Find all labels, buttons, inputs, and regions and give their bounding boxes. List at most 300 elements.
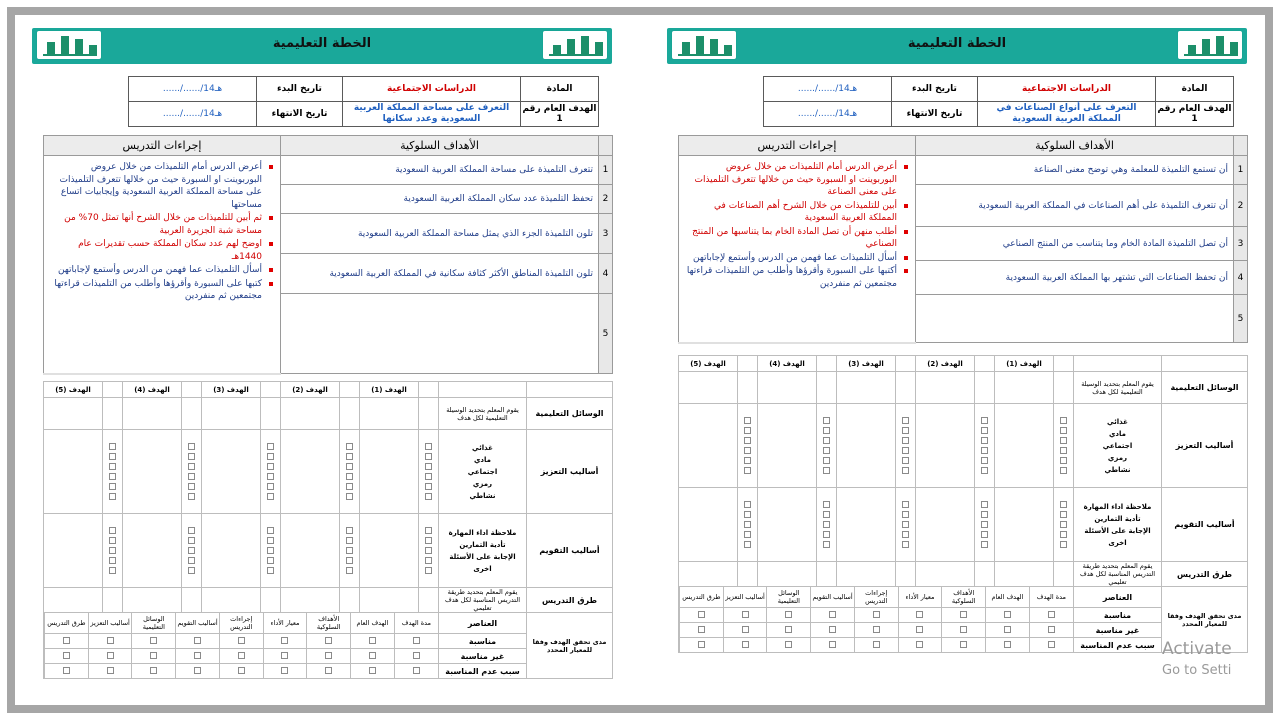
checkbox[interactable] (742, 626, 749, 633)
checkbox[interactable] (413, 637, 420, 644)
checkbox[interactable] (744, 511, 751, 518)
fit-row-label: العناصر (439, 613, 527, 634)
row-number: 2 (599, 185, 613, 214)
evaluation-label: أساليب التقويم (527, 514, 613, 588)
checkbox[interactable] (238, 637, 245, 644)
end-date-value: ....../....../14هـ (129, 102, 257, 127)
checkbox[interactable] (960, 611, 967, 618)
checkbox[interactable] (1048, 641, 1055, 648)
reinforcement-item: رمزي (472, 479, 493, 488)
checkbox[interactable] (744, 447, 751, 454)
checkbox[interactable] (829, 641, 836, 648)
row-number: 4 (599, 254, 613, 294)
checkbox[interactable] (425, 493, 432, 500)
fit-column: أساليب التعزيز (88, 613, 132, 633)
reinforcement-item: رمزي (1107, 453, 1128, 462)
checkbox[interactable] (873, 641, 880, 648)
procedure-item: اوضح لهم عدد سكان المملكة حسب تقديرات عام 1440هـ (50, 238, 274, 263)
checkbox[interactable] (188, 483, 195, 490)
checkbox[interactable] (1060, 417, 1067, 424)
checkbox[interactable] (902, 541, 909, 548)
checkbox[interactable] (346, 463, 353, 470)
fit-column: الوسائل التعليمية (767, 587, 811, 607)
windows-activation-watermark (1162, 638, 1232, 682)
banner (32, 28, 612, 64)
goal-value: التعرف على مساحة المملكة العربية السعودية وعدد سكانها (343, 102, 521, 127)
row-number: 1 (1234, 156, 1248, 185)
procedure-item: كتبها على السبورة وأقرؤها وأطلب من التلميذات قراءتها مجتمعين ثم منفردين (50, 278, 274, 303)
checkbox[interactable] (281, 667, 288, 674)
checkbox[interactable] (823, 437, 830, 444)
checkbox[interactable] (981, 437, 988, 444)
checkbox[interactable] (346, 483, 353, 490)
fit-title: مدى تحقق الهدف وفقا للمعيار المحدد (527, 613, 613, 679)
checkbox[interactable] (742, 611, 749, 618)
checkbox[interactable] (744, 501, 751, 508)
checkbox[interactable] (744, 467, 751, 474)
checkbox[interactable] (425, 473, 432, 480)
checkbox[interactable] (413, 652, 420, 659)
fit-column: الأهداف السلوكية (942, 587, 986, 607)
reinforcement-item: غذائي (1107, 417, 1128, 426)
checkbox[interactable] (1060, 511, 1067, 518)
procedures-list (44, 156, 281, 374)
checkbox[interactable] (109, 483, 116, 490)
objective-3: أن تصل التلميذة المادة الخام وما يتناسب من المنتج الصناعي (916, 227, 1234, 261)
row-number: 3 (1234, 227, 1248, 261)
ministry-logo-icon (542, 30, 608, 60)
checkbox[interactable] (916, 611, 923, 618)
checkbox[interactable] (238, 652, 245, 659)
checkbox[interactable] (785, 626, 792, 633)
objective-5 (281, 294, 599, 374)
objective-4: تلون التلميذة المناطق الأكثر كثافة سكانية في المملكة العربية السعودية (281, 254, 599, 294)
checkbox[interactable] (109, 527, 116, 534)
fit-column: طرق التدريس (680, 587, 724, 607)
procedure-item: أكتبها على السبورة وأقرؤها وأطلب من التلميذات قراءتها مجتمعين ثم منفردين (685, 265, 909, 290)
start-date-value: ....../....../14هـ (764, 77, 892, 102)
checkbox[interactable] (1048, 626, 1055, 633)
row-number: 4 (1234, 261, 1248, 295)
checkbox[interactable] (346, 473, 353, 480)
objective-1: أن تستمع التلميذة للمعلمة وهي توضح معنى الصناعة (916, 156, 1234, 185)
evaluation-grid (43, 381, 613, 679)
checkbox[interactable] (267, 567, 274, 574)
checkbox[interactable] (267, 527, 274, 534)
checkbox[interactable] (63, 637, 70, 644)
checkbox[interactable] (1048, 611, 1055, 618)
fit-row-label: سبب عدم المناسبة (1074, 638, 1162, 653)
checkbox[interactable] (744, 541, 751, 548)
checkbox[interactable] (981, 541, 988, 548)
checkbox[interactable] (267, 473, 274, 480)
checkbox[interactable] (902, 521, 909, 528)
checkbox[interactable] (194, 667, 201, 674)
checkbox[interactable] (960, 626, 967, 633)
fit-row-label: العناصر (1074, 587, 1162, 608)
checkbox[interactable] (346, 537, 353, 544)
checkbox[interactable] (63, 667, 70, 674)
checkbox[interactable] (267, 493, 274, 500)
lesson-plan-page-right (662, 22, 1249, 698)
evaluation-item: اخرى (1108, 538, 1127, 547)
goal-header: الهدف (2) (916, 356, 975, 372)
goal-value: التعرف على أنواع الصناعات في المملكة العربية السعودية (978, 102, 1156, 127)
checkbox[interactable] (267, 463, 274, 470)
checkbox[interactable] (981, 501, 988, 508)
checkbox[interactable] (425, 537, 432, 544)
checkbox[interactable] (1060, 447, 1067, 454)
checkbox[interactable] (698, 641, 705, 648)
procedures-header: إجراءات التدريس (679, 136, 916, 156)
checkbox[interactable] (63, 652, 70, 659)
checkbox[interactable] (188, 547, 195, 554)
checkbox[interactable] (109, 493, 116, 500)
fit-title: مدى تحقق الهدف وفقا للمعيار المحدد (1162, 587, 1248, 653)
reinforcement-item: اجتماعي (467, 467, 498, 476)
row-number: 1 (599, 156, 613, 185)
checkbox[interactable] (981, 531, 988, 538)
checkbox[interactable] (960, 641, 967, 648)
watermark-line-2: Go to Setti (1162, 663, 1232, 678)
objective-2: تحفظ التلميذة عدد سكان المملكة العربية السعودية (281, 185, 599, 214)
checkbox[interactable] (109, 557, 116, 564)
checkbox[interactable] (823, 521, 830, 528)
checkbox[interactable] (829, 611, 836, 618)
banner-title: الخطة التعليمية (907, 36, 1007, 51)
checkbox[interactable] (829, 626, 836, 633)
checkbox[interactable] (109, 547, 116, 554)
checkbox[interactable] (346, 493, 353, 500)
objectives-header: الأهداف السلوكية (281, 136, 599, 156)
checkbox[interactable] (109, 453, 116, 460)
checkbox[interactable] (744, 427, 751, 434)
objectives-table (678, 135, 1248, 344)
checkbox[interactable] (109, 473, 116, 480)
checkbox[interactable] (281, 652, 288, 659)
checkbox[interactable] (981, 457, 988, 464)
checkbox[interactable] (742, 641, 749, 648)
checkbox[interactable] (1060, 521, 1067, 528)
objectives-header: الأهداف السلوكية (916, 136, 1234, 156)
watermark-line-1: Activate (1162, 639, 1232, 659)
objective-3: تلون التلميذة الجزء الذي يمثل مساحة المملكة العربية السعودية (281, 214, 599, 254)
start-date-value: ....../....../14هـ (129, 77, 257, 102)
fit-column: أساليب التقويم (176, 613, 220, 633)
checkbox[interactable] (1004, 611, 1011, 618)
end-date-label: تاريخ الانتهاء (892, 102, 978, 127)
checkbox[interactable] (425, 527, 432, 534)
checkbox[interactable] (369, 667, 376, 674)
procedures-header: إجراءات التدريس (44, 136, 281, 156)
checkbox[interactable] (873, 626, 880, 633)
checkbox[interactable] (744, 417, 751, 424)
fit-column: الوسائل التعليمية (132, 613, 176, 633)
row-number: 5 (1234, 295, 1248, 343)
checkbox[interactable] (902, 437, 909, 444)
aids-hint: يقوم المعلم بتحديد الوسيلة التعليمية لكل هدف (439, 398, 527, 430)
checkbox[interactable] (188, 443, 195, 450)
evaluation-item: ملاحظة اداء المهارة (1083, 502, 1152, 511)
checkbox[interactable] (109, 537, 116, 544)
checkbox[interactable] (902, 427, 909, 434)
procedure-item: أسأل التلميذات عما فهمن من الدرس وأستمع لإجاباتهن (685, 252, 909, 265)
checkbox[interactable] (150, 652, 157, 659)
checkbox[interactable] (188, 463, 195, 470)
checkbox[interactable] (902, 511, 909, 518)
checkbox[interactable] (267, 547, 274, 554)
checkbox[interactable] (698, 611, 705, 618)
checkbox[interactable] (150, 667, 157, 674)
goal-header: الهدف (2) (281, 382, 340, 398)
checkbox[interactable] (902, 467, 909, 474)
ministry-logo-icon (671, 30, 737, 60)
procedure-item: أعرض الدرس أمام التلميذات من خلال عروض البوربوينت او السبورة حيث من خلالها تتعرف التلميذات على مساحة المملكة العربية السعودية وإيجابيات اتساع مساحتها (50, 161, 274, 211)
evaluation-item: ملاحظة اداء المهارة (448, 528, 517, 537)
checkbox[interactable] (916, 641, 923, 648)
fit-column: مدة الهدف (1029, 587, 1073, 607)
checkbox[interactable] (194, 652, 201, 659)
reinforcement-item: مادي (1109, 429, 1126, 438)
checkbox[interactable] (744, 521, 751, 528)
checkbox[interactable] (109, 443, 116, 450)
checkbox[interactable] (325, 652, 332, 659)
checkbox[interactable] (785, 641, 792, 648)
fit-row-label: غير مناسبة (1074, 623, 1162, 638)
checkbox[interactable] (188, 537, 195, 544)
reinforcement-item: نشاطي (1104, 465, 1131, 474)
fit-column: الأهداف السلوكية (307, 613, 351, 633)
row-number: 5 (599, 294, 613, 374)
aids-hint: يقوم المعلم بتحديد الوسيلة التعليمية لكل هدف (1074, 372, 1162, 404)
evaluation-item: اخرى (473, 564, 492, 573)
checkbox[interactable] (109, 567, 116, 574)
fit-column: إجراءات التدريس (219, 613, 263, 633)
checkbox[interactable] (902, 531, 909, 538)
reinforcement-item: نشاطي (469, 491, 496, 500)
checkbox[interactable] (1060, 467, 1067, 474)
checkbox[interactable] (267, 483, 274, 490)
meta-table (685, 76, 1234, 127)
checkbox[interactable] (823, 531, 830, 538)
goal-label: الهدف العام رقم 1 (1156, 102, 1234, 127)
checkbox[interactable] (188, 557, 195, 564)
evaluation-item: تأدية التمارين (459, 540, 506, 549)
fit-column: أساليب التعزيز (723, 587, 767, 607)
checkbox[interactable] (981, 417, 988, 424)
checkbox[interactable] (194, 637, 201, 644)
meta-table (50, 76, 599, 127)
checkbox[interactable] (744, 437, 751, 444)
ministry-logo-icon (1177, 30, 1243, 60)
checkbox[interactable] (1060, 531, 1067, 538)
checkbox[interactable] (369, 637, 376, 644)
fit-column: مدة الهدف (394, 613, 438, 633)
goal-header: الهدف (3) (837, 356, 896, 372)
banner (667, 28, 1247, 64)
checkbox[interactable] (916, 626, 923, 633)
checkbox[interactable] (188, 473, 195, 480)
subject-label: المادة (1156, 77, 1234, 102)
checkbox[interactable] (823, 447, 830, 454)
checkbox[interactable] (425, 443, 432, 450)
objective-2: أن تتعرف التلميذة على أهم الصناعات في المملكة العربية السعودية (916, 185, 1234, 227)
goal-label: الهدف العام رقم 1 (521, 102, 599, 127)
checkbox[interactable] (1060, 501, 1067, 508)
fit-column: الهدف العام (986, 587, 1030, 607)
checkbox[interactable] (425, 567, 432, 574)
checkbox[interactable] (1060, 541, 1067, 548)
checkbox[interactable] (902, 457, 909, 464)
checkbox[interactable] (698, 626, 705, 633)
procedures-list (679, 156, 916, 343)
goal-header: الهدف (5) (679, 356, 738, 372)
reinforcement-item: غذائي (472, 443, 493, 452)
fit-row-label: مناسبة (439, 634, 527, 649)
methods-label: طرق التدريس (1162, 562, 1248, 587)
checkbox[interactable] (902, 501, 909, 508)
checkbox[interactable] (873, 611, 880, 618)
checkbox[interactable] (325, 637, 332, 644)
checkbox[interactable] (188, 527, 195, 534)
fit-row-label: سبب عدم المناسبة (439, 664, 527, 679)
methods-hint: يقوم المعلم بتحديد طريقة التدريس المناسبة لكل هدف تعليمي (439, 588, 527, 613)
checkbox[interactable] (981, 521, 988, 528)
checkbox[interactable] (107, 637, 114, 644)
banner-title: الخطة التعليمية (272, 36, 372, 51)
procedure-item: أعرض الدرس أمام التلميذات من خلال عروض البوربوينت او السبورة حيث من خلالها تتعرف التلميذات على معنى الصناعة (685, 161, 909, 199)
checkbox[interactable] (823, 457, 830, 464)
ministry-logo-icon (36, 30, 102, 60)
checkbox[interactable] (425, 547, 432, 554)
checkbox[interactable] (109, 463, 116, 470)
checkbox[interactable] (823, 501, 830, 508)
methods-label: طرق التدريس (527, 588, 613, 613)
objective-4: أن تحفظ الصناعات التي تشتهر بها المملكة العربية السعودية (916, 261, 1234, 295)
row-number: 3 (599, 214, 613, 254)
goal-header: الهدف (4) (123, 382, 182, 398)
checkbox[interactable] (425, 557, 432, 564)
checkbox[interactable] (1004, 641, 1011, 648)
checkbox[interactable] (823, 467, 830, 474)
checkbox[interactable] (425, 453, 432, 460)
reinforcement-item: مادي (474, 455, 491, 464)
goal-header: الهدف (4) (758, 356, 817, 372)
procedure-item: أسأل التلميذات عما فهمن من الدرس وأستمع لإجاباتهن (50, 264, 274, 277)
checkbox[interactable] (188, 493, 195, 500)
checkbox[interactable] (823, 541, 830, 548)
fit-column: الهدف العام (351, 613, 395, 633)
checkbox[interactable] (369, 652, 376, 659)
evaluation-item: الإجابة على الأسئلة (449, 552, 516, 561)
procedure-item: ثم أبين للتلميذات من خلال الشرح أنها تمثل 70% من مساحة شبة الجزيرة العربية (50, 212, 274, 237)
checkbox[interactable] (346, 567, 353, 574)
checkbox[interactable] (902, 417, 909, 424)
checkbox[interactable] (150, 637, 157, 644)
reinforcement-label: أساليب التعزيز (527, 430, 613, 514)
checkbox[interactable] (1060, 437, 1067, 444)
start-date-label: تاريخ البدء (892, 77, 978, 102)
objective-1: تتعرف التلميذة على مساحة المملكة العربية السعودية (281, 156, 599, 185)
checkbox[interactable] (425, 483, 432, 490)
subject-value: الدراسات الاجتماعية (978, 77, 1156, 102)
checkbox[interactable] (281, 637, 288, 644)
objectives-table (43, 135, 613, 375)
checkbox[interactable] (346, 547, 353, 554)
fit-column: أساليب التقويم (811, 587, 855, 607)
goal-header: الهدف (1) (360, 382, 419, 398)
end-date-label: تاريخ الانتهاء (257, 102, 343, 127)
checkbox[interactable] (238, 667, 245, 674)
checkbox[interactable] (823, 427, 830, 434)
fit-row-label: مناسبة (1074, 608, 1162, 623)
methods-hint: يقوم المعلم بتحديد طريقة التدريس المناسبة لكل هدف تعليمي (1074, 562, 1162, 587)
aids-label: الوسائل التعليمية (1162, 372, 1248, 404)
evaluation-label: أساليب التقويم (1162, 488, 1248, 562)
checkbox[interactable] (325, 667, 332, 674)
checkbox[interactable] (823, 511, 830, 518)
fit-column: إجراءات التدريس (854, 587, 898, 607)
checkbox[interactable] (1060, 457, 1067, 464)
checkbox[interactable] (413, 667, 420, 674)
lesson-plan-page-left (27, 22, 614, 698)
subject-value: الدراسات الاجتماعية (343, 77, 521, 102)
checkbox[interactable] (1004, 626, 1011, 633)
checkbox[interactable] (107, 652, 114, 659)
checkbox[interactable] (1060, 427, 1067, 434)
checkbox[interactable] (107, 667, 114, 674)
checkbox[interactable] (823, 417, 830, 424)
goal-header: الهدف (1) (995, 356, 1054, 372)
checkbox[interactable] (267, 537, 274, 544)
checkbox[interactable] (785, 611, 792, 618)
goal-header: الهدف (5) (44, 382, 103, 398)
checkbox[interactable] (744, 531, 751, 538)
checkbox[interactable] (981, 511, 988, 518)
fit-column: معيار الأداء (898, 587, 942, 607)
fit-column: طرق التدريس (45, 613, 89, 633)
checkbox[interactable] (425, 463, 432, 470)
checkbox[interactable] (188, 453, 195, 460)
checkbox[interactable] (902, 447, 909, 454)
checkbox[interactable] (267, 443, 274, 450)
checkbox[interactable] (981, 427, 988, 434)
checkbox[interactable] (744, 457, 751, 464)
checkbox[interactable] (981, 447, 988, 454)
aids-label: الوسائل التعليمية (527, 398, 613, 430)
evaluation-grid (678, 355, 1248, 653)
checkbox[interactable] (981, 467, 988, 474)
checkbox[interactable] (346, 453, 353, 460)
procedure-item: أطلب منهن أن تصل المادة الخام بما يتناسبها من المنتج الصناعي (685, 226, 909, 251)
checkbox[interactable] (267, 557, 274, 564)
end-date-value: ....../....../14هـ (764, 102, 892, 127)
subject-label: المادة (521, 77, 599, 102)
goal-header: الهدف (3) (202, 382, 261, 398)
fit-column: معيار الأداء (263, 613, 307, 633)
reinforcement-item: اجتماعي (1102, 441, 1133, 450)
evaluation-item: الإجابة على الأسئلة (1084, 526, 1151, 535)
reinforcement-label: أساليب التعزيز (1162, 404, 1248, 488)
objective-5 (916, 295, 1234, 343)
checkbox[interactable] (188, 567, 195, 574)
checkbox[interactable] (267, 453, 274, 460)
row-number: 2 (1234, 185, 1248, 227)
checkbox[interactable] (346, 443, 353, 450)
checkbox[interactable] (346, 557, 353, 564)
checkbox[interactable] (346, 527, 353, 534)
fit-row-label: غير مناسبة (439, 649, 527, 664)
